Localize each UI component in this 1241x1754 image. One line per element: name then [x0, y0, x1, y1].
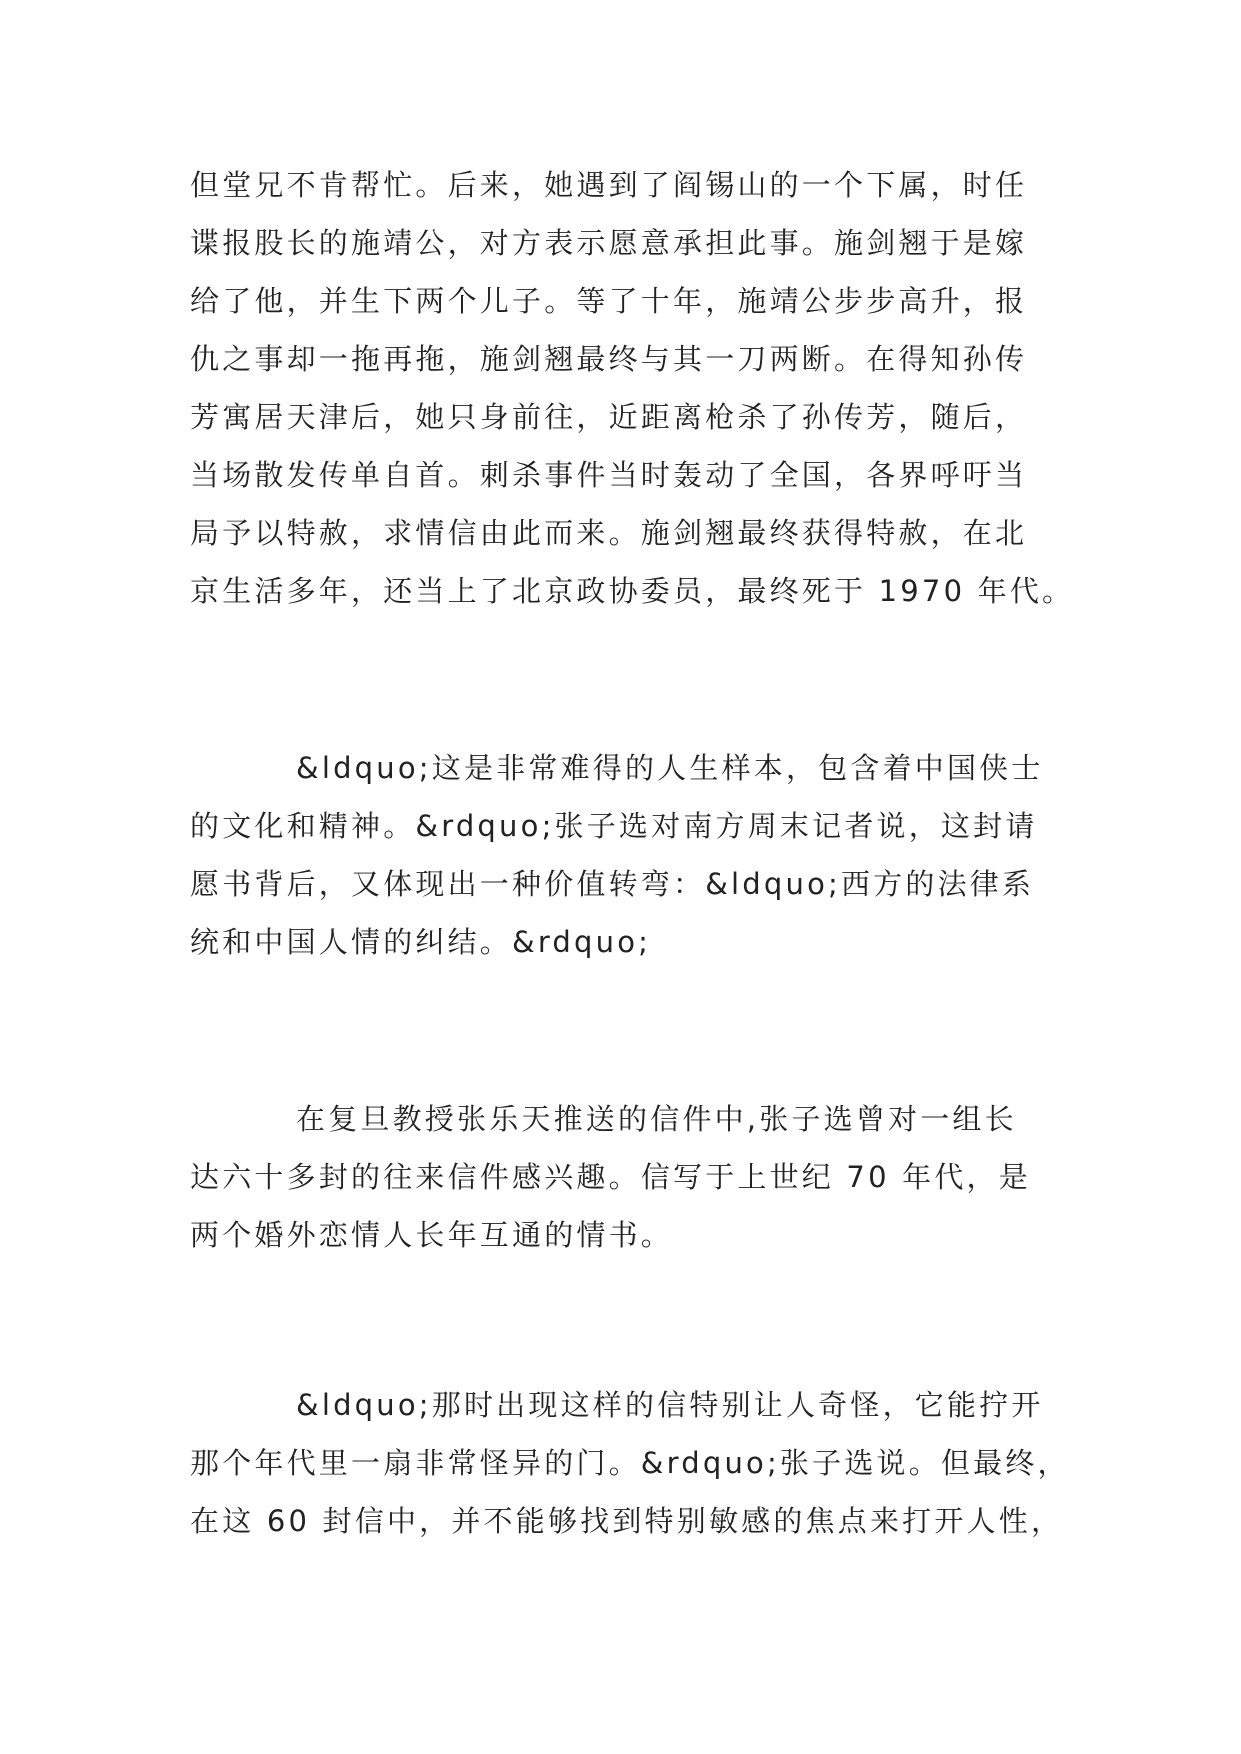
text-line: 芳寓居天津后，她只身前往，近距离枪杀了孙传芳，随后， [190, 400, 1028, 434]
text-line: 京生活多年，还当上了北京政协委员，最终死于 1970 年代。 [190, 574, 1075, 608]
text-line: &ldquo;那时出现这样的信特别让人奇怪，它能拧开 [296, 1388, 1044, 1422]
paragraph-1 [190, 156, 1075, 620]
text-line: 的文化和精神。&rdquo;张子选对南方周末记者说，这封请 [190, 809, 1038, 843]
text-line: &ldquo;这是非常难得的人生样本，包含着中国侠士 [296, 751, 1044, 785]
text-line: 达六十多封的往来信件感兴趣。信写于上世纪 70 年代，是 [190, 1160, 1031, 1194]
text-line: 在复旦教授张乐天推送的信件中,张子选曾对一组长 [296, 1102, 1017, 1136]
text-line: 那个年代里一扇非常怪异的门。&rdquo;张子选说。但最终， [190, 1446, 1070, 1480]
paragraph-4 [190, 1376, 1070, 1550]
text-line: 仇之事却一拖再拖，施剑翘最终与其一刀两断。在得知孙传 [190, 342, 1028, 376]
text-line: 但堂兄不肯帮忙。后来，她遇到了阎锡山的一个下属，时任 [190, 168, 1028, 202]
text-line: 给了他，并生下两个儿子。等了十年，施靖公步步高升，报 [190, 284, 1028, 318]
text-line: 统和中国人情的纠结。&rdquo; [190, 925, 652, 959]
text-line: 在这 60 封信中，并不能够找到特别敏感的焦点来打开人性， [190, 1504, 1064, 1538]
text-line: 当场散发传单自首。刺杀事件当时轰动了全国，各界呼吁当 [190, 458, 1028, 492]
text-line: 愿书背后，又体现出一种价值转弯：&ldquo;西方的法律系 [190, 867, 1035, 901]
paragraph-2 [190, 739, 1070, 971]
text-line: 谍报股长的施靖公，对方表示愿意承担此事。施剑翘于是嫁 [190, 226, 1028, 260]
paragraph-3 [190, 1090, 1070, 1264]
text-line: 局予以特赦，求情信由此而来。施剑翘最终获得特赦，在北 [190, 516, 1028, 550]
text-line: 两个婚外恋情人长年互通的情书。 [190, 1218, 674, 1252]
